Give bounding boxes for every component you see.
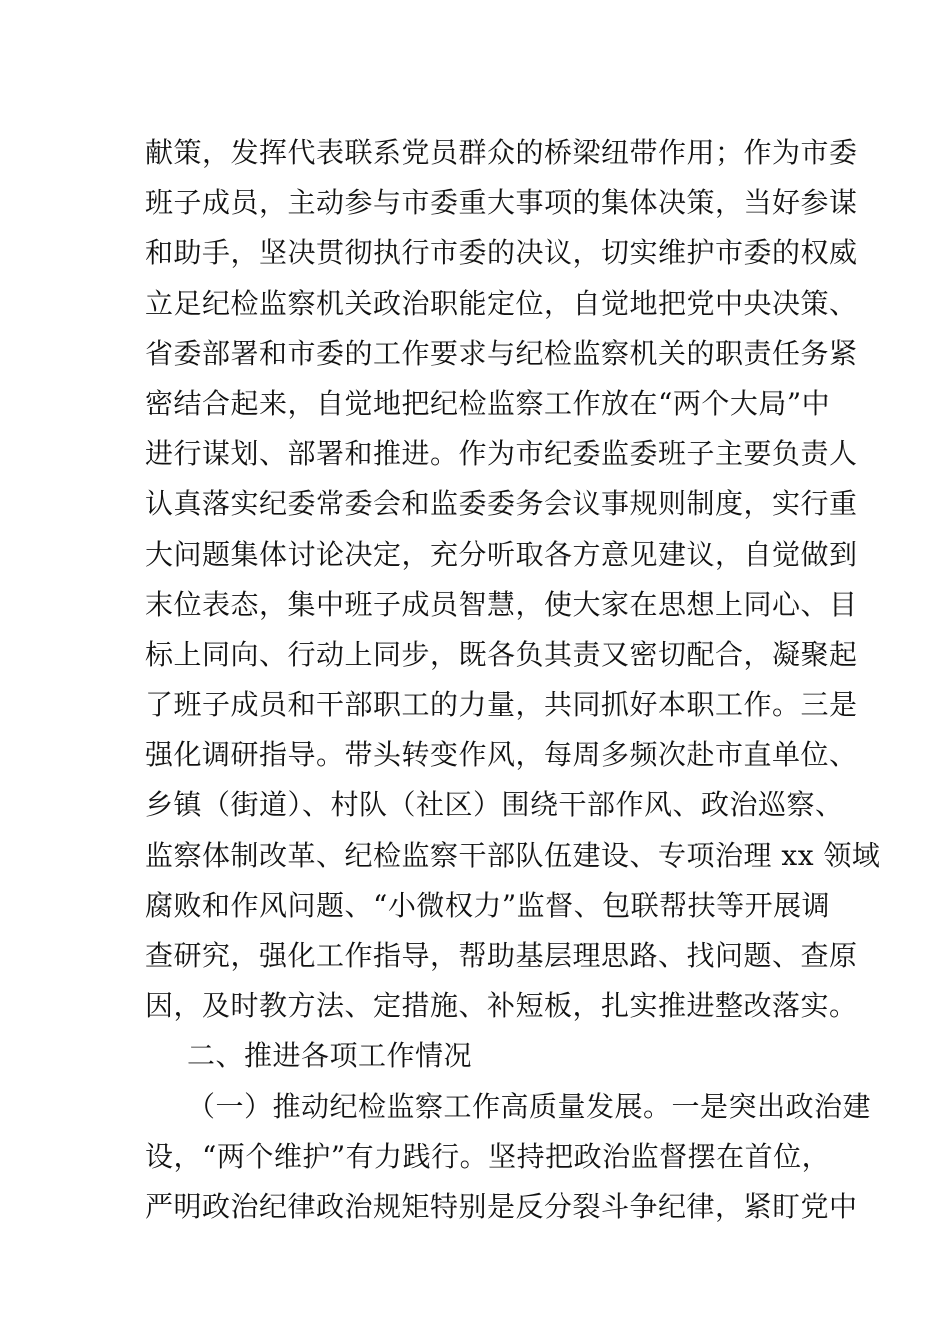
text-line: 密结合起来，自觉地把纪检监察工作放在“两个大局”中	[145, 386, 831, 420]
text-line: 认真落实纪委常委会和监委委务会议事规则制度，实行重	[145, 487, 858, 521]
section-heading: 二、推进各项工作情况	[187, 1039, 473, 1073]
text-line: 腐败和作风问题、“小微权力”监督、包联帮扶等开展调	[145, 888, 831, 922]
text-line: 严明政治纪律政治规矩特别是反分裂斗争纪律，紧盯党中	[145, 1189, 858, 1223]
text-line: 乡镇（街道）、村队（社区）围绕干部作风、政治巡察、	[145, 788, 844, 822]
text-line: 献策，发挥代表联系党员群众的桥梁纽带作用；作为市委	[145, 136, 858, 169]
text-line: 末位表态，集中班子成员智慧，使大家在思想上同心、目	[145, 587, 858, 621]
text-line: 监察体制改革、纪检监察干部队伍建设、专项治理 xx 领域	[145, 838, 881, 872]
text-line: 标上同向、行动上同步，既各负其责又密切配合，凝聚起	[145, 637, 858, 671]
text-line: 立足纪检监察机关政治职能定位，自觉地把党中央决策、	[145, 286, 858, 320]
text-line: 和助手，坚决贯彻执行市委的决议，切实维护市委的权威	[145, 236, 858, 270]
text-line: 省委部署和市委的工作要求与纪检监察机关的职责任务紧	[145, 336, 858, 370]
text-line: 进行谋划、部署和推进。作为市纪委监委班子主要负责人	[145, 437, 858, 471]
text-line: （一）推动纪检监察工作高质量发展。一是突出政治建	[187, 1089, 872, 1123]
text-line: 强化调研指导。带头转变作风，每周多频次赴市直单位、	[145, 738, 858, 772]
text-line: 了班子成员和干部职工的力量，共同抓好本职工作。三是	[145, 688, 858, 722]
text-line: 查研究，强化工作指导，帮助基层理思路、找问题、查原	[145, 939, 858, 972]
text-line: 班子成员，主动参与市委重大事项的集体决策，当好参谋	[145, 186, 858, 220]
body-text	[145, 128, 881, 1232]
text-line: 因，及时教方法、定措施、补短板，扎实推进整改落实。	[145, 989, 858, 1023]
text-line: 设，“两个维护”有力践行。坚持把政治监督摆在首位，	[145, 1139, 831, 1173]
text-line: 大问题集体讨论决定，充分听取各方意见建议，自觉做到	[145, 537, 858, 571]
